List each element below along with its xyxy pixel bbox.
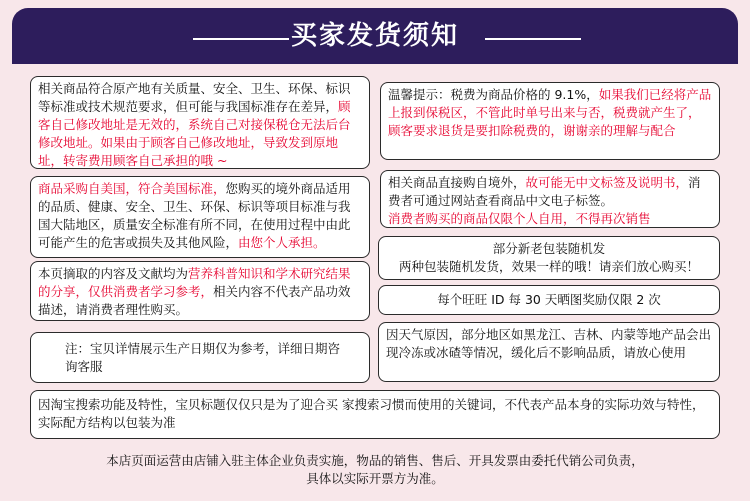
notice-photo-reward <box>378 285 720 315</box>
footer-line-1: 本店页面运营由店铺入驻主体企业负责实施，物品的销售、售后、开具发票由委托代销公司负责， <box>106 453 644 468</box>
title-divider-right <box>485 38 581 40</box>
notice-packaging <box>378 236 720 280</box>
weather-text: 因天气原因，部分地区如黑龙江、吉林、内蒙等地产品会出现冷冻或冰碴等情况，缓化后不影响品质，请放心使用 <box>386 327 712 360</box>
header-banner <box>12 8 738 64</box>
notice-text-highlight: 由您个人承担。 <box>238 235 326 250</box>
title-keywords-text: 因淘宝搜索功能及特性，宝贝标题仅仅只是为了迎合买 家搜索习惯而使用的关键词，不代表产品本身的实际功效与特性，实际配方结构以包装为准 <box>38 397 705 430</box>
footer-note <box>30 452 720 488</box>
notice-text-highlight: 顾客自己修改地址是无效的，系统自己对接保税仓无法后台修改地址。如果由于顾客自己修改地址，导致发到原地址，转寄费用顾客自己承担的哦 ~ <box>38 99 351 168</box>
page-title: 买家发货须知 <box>290 21 459 51</box>
notice-text-highlight: 消费者购买的商品仅限个人自用，不得再次销售 <box>388 211 651 226</box>
notice-text: 相关商品符合原产地有关质量、安全、卫生、环保、标识等标准或技术规范要求，但可能与我国标准存在差异， <box>38 81 351 114</box>
notice-text-highlight: 营养科普知识和学术研究结果的分享，仅供消费者学习参考， <box>38 266 351 299</box>
notice-tax <box>380 82 720 160</box>
notice-text: 消费者可通过网站查看商品中文电子标签。 <box>388 175 701 208</box>
footer-line-2: 具体以实际开票方为准。 <box>306 471 444 486</box>
notice-weather <box>378 322 720 382</box>
notice-text: 本页摘取的内容及文献均为 <box>38 266 189 281</box>
notice-production-date <box>30 332 370 383</box>
packaging-line-1: 部分新老包装随机发 <box>492 241 606 256</box>
notice-us-standard <box>30 176 370 258</box>
packaging-line-2: 两种包装随机发货，效果一样的哦！请亲们放心购买！ <box>398 259 699 274</box>
notice-text: 相关商品直接购自境外， <box>388 175 526 190</box>
notice-address-standards <box>30 76 370 169</box>
notice-text-highlight: 如果我们已经将产品上报到保税区，不管此时单号出来与否，税费就产生了，顾客要求退货是要扣除税费的，谢谢亲的理解与配合 <box>388 87 712 138</box>
notice-text-highlight: 故可能无中文标签及说明书， <box>525 175 689 190</box>
notice-content-disclaimer <box>30 261 370 321</box>
production-date-text: 注：宝贝详情展示生产日期仅为参考，详细日期咨询客服 <box>65 341 341 374</box>
notice-text: 温馨提示：税费为商品价格的 9.1%， <box>388 87 599 102</box>
photo-reward-text: 每个旺旺 ID 每 30 天晒图奖励仅限 2 次 <box>437 292 661 307</box>
notice-text: 相关内容不代表产品功效描述，请消费者理性购买。 <box>38 284 351 317</box>
notice-overseas-purchase <box>380 170 720 228</box>
notice-title-keywords <box>30 390 720 439</box>
notice-text-highlight: 商品采购自美国，符合美国标准， <box>38 181 226 196</box>
notice-text: 您购买的境外商品适用的品质、健康、安全、卫生、环保、标识等项目标准与我国大陆地区，质量安全标准有所不同，在使用过程中由此可能产生的危害或损失及其他风险， <box>38 181 351 250</box>
